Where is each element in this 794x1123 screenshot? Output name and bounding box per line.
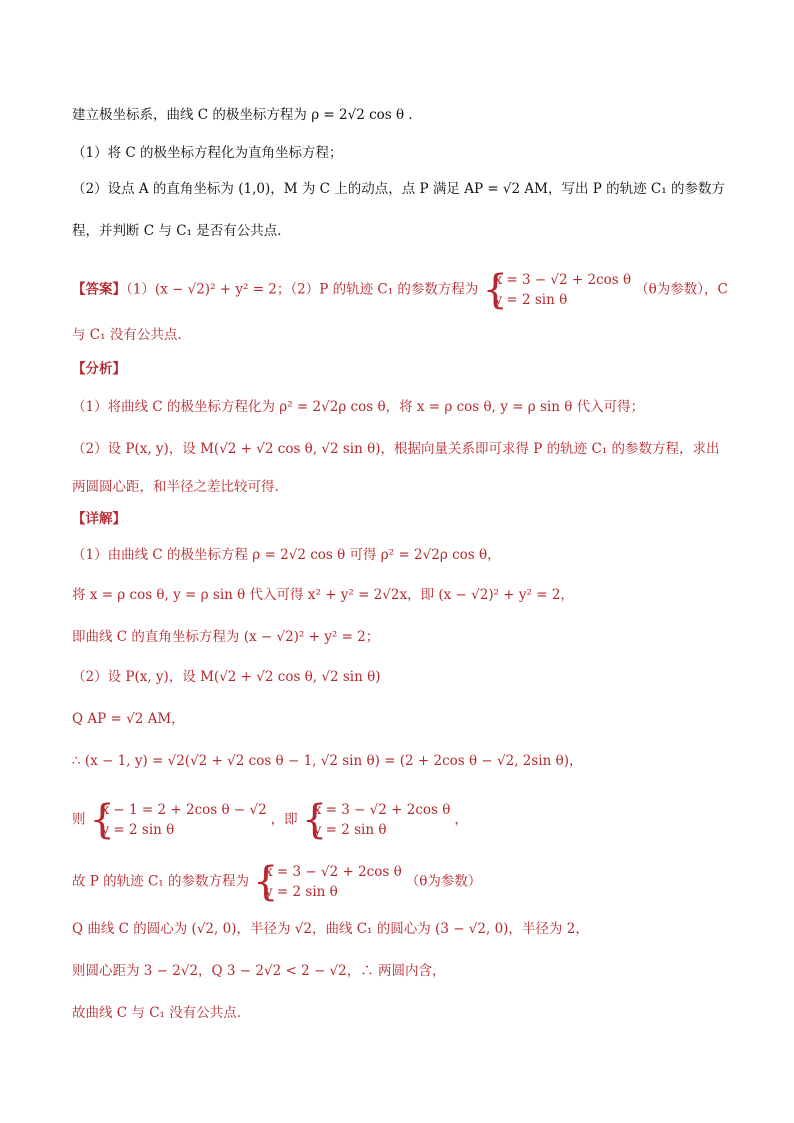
detail-bracket: 【详解】 [72,511,126,527]
detail-system-1-row-1: x − 1 = 2 + 2cos θ − √2 [101,802,267,818]
detail-line-9: Q 曲线 C 的圆心为 (√2, 0)，半径为 √2，曲线 C₁ 的圆心为 (3 − √2, 0)，半径为 2， [72,921,589,937]
question-1: （1）将 C 的极坐标方程化为直角坐标方程； [72,145,343,161]
detail-system-1 [89,797,267,843]
analysis-line-2: （2）设 P(x, y)，设 M(√2 + √2 cos θ, √2 sin θ)，根据向量关系即可求得 P 的轨迹 C₁ 的参数方程，求出 [72,441,720,457]
answer-system-row-2: y = 2 sin θ [494,292,568,308]
brace-icon: { [89,797,115,843]
detail-system-2-row-1: x = 3 − √2 + 2cos θ [313,802,451,818]
question-2-line-2: 程，并判断 C 与 C₁ 是否有公共点． [72,223,291,239]
detail-line-6: ∴ (x − 1, y) = √2(√2 + √2 cos θ − 1, √2 sin θ) = (2 + 2cos θ − √2, 2sin θ)， [72,753,583,769]
brace-icon: { [301,797,328,843]
analysis-line-3: 两圆圆心距，和半径之差比较可得. [72,479,279,495]
detail-system-1-row-2: y = 2 sin θ [101,822,175,838]
problem-line-1: 建立极坐标系，曲线 C 的极坐标方程为 ρ = 2√2 cos θ ． [72,107,422,123]
detail-line-11: 故曲线 C 与 C₁ 没有公共点. [72,1005,242,1021]
detail-line-1: （1）由曲线 C 的极坐标方程 ρ = 2√2 cos θ 可得 ρ² = 2√2ρ cos θ， [72,547,501,563]
detail-system-3 [253,859,402,905]
detail-line-2: 将 x = ρ cos θ, y = ρ sin θ 代入可得 x² + y² = 2√2x，即 (x − √2)² + y² = 2， [72,587,574,603]
detail-line-3: 即曲线 C 的直角坐标方程为 (x − √2)² + y² = 2； [72,629,380,645]
detail-system-3-row-2: y = 2 sin θ [265,884,338,900]
detail-line-8 [72,859,482,905]
detail-line-7-end: ， [454,811,468,828]
detail-system-3-row-1: x = 3 − √2 + 2cos θ [265,864,402,880]
detail-system-2-row-2: y = 2 sin θ [313,822,387,838]
answer-bracket: 【答案】 [72,281,126,298]
detail-line-7-prefix: 则 [72,811,86,828]
detail-line-10: 则圆心距为 3 − 2√2，Q 3 − 2√2 < 2 − √2，∴ 两圆内含， [72,963,446,979]
answer-part1: （1）(x − √2)² + y² = 2；（2）P 的轨迹 C₁ 的参数方程为 [126,281,479,298]
question-2-line-1: （2）设点 A 的直角坐标为 (1,0)，M 为 C 上的动点，点 P 满足 AP = √2 AM，写出 P 的轨迹 C₁ 的参数方 [72,181,725,197]
answer-system-row-1: x = 3 − √2 + 2cos θ [494,272,632,288]
answer-line-2: 与 C₁ 没有公共点. [72,327,182,343]
detail-line-8-end: （θ为参数） [405,873,482,890]
analysis-bracket: 【分析】 [72,361,126,377]
brace-icon: { [482,267,508,313]
detail-line-7 [72,797,468,843]
detail-line-5: Q AP = √2 AM， [72,711,185,727]
answer-tail: （θ为参数），C [635,281,728,298]
detail-line-4: （2）设 P(x, y)，设 M(√2 + √2 cos θ, √2 sin θ) [72,669,381,685]
answer-system [482,267,632,313]
detail-line-8-prefix: 故 P 的轨迹 C₁ 的参数方程为 [72,873,249,890]
answer-line-1 [72,267,728,313]
detail-system-2 [301,797,451,843]
detail-line-7-mid: ，即 [270,811,298,828]
brace-icon: { [253,859,279,905]
analysis-line-1: （1）将曲线 C 的极坐标方程化为 ρ² = 2√2ρ cos θ，将 x = ρ cos θ, y = ρ sin θ 代入可得； [72,399,645,415]
